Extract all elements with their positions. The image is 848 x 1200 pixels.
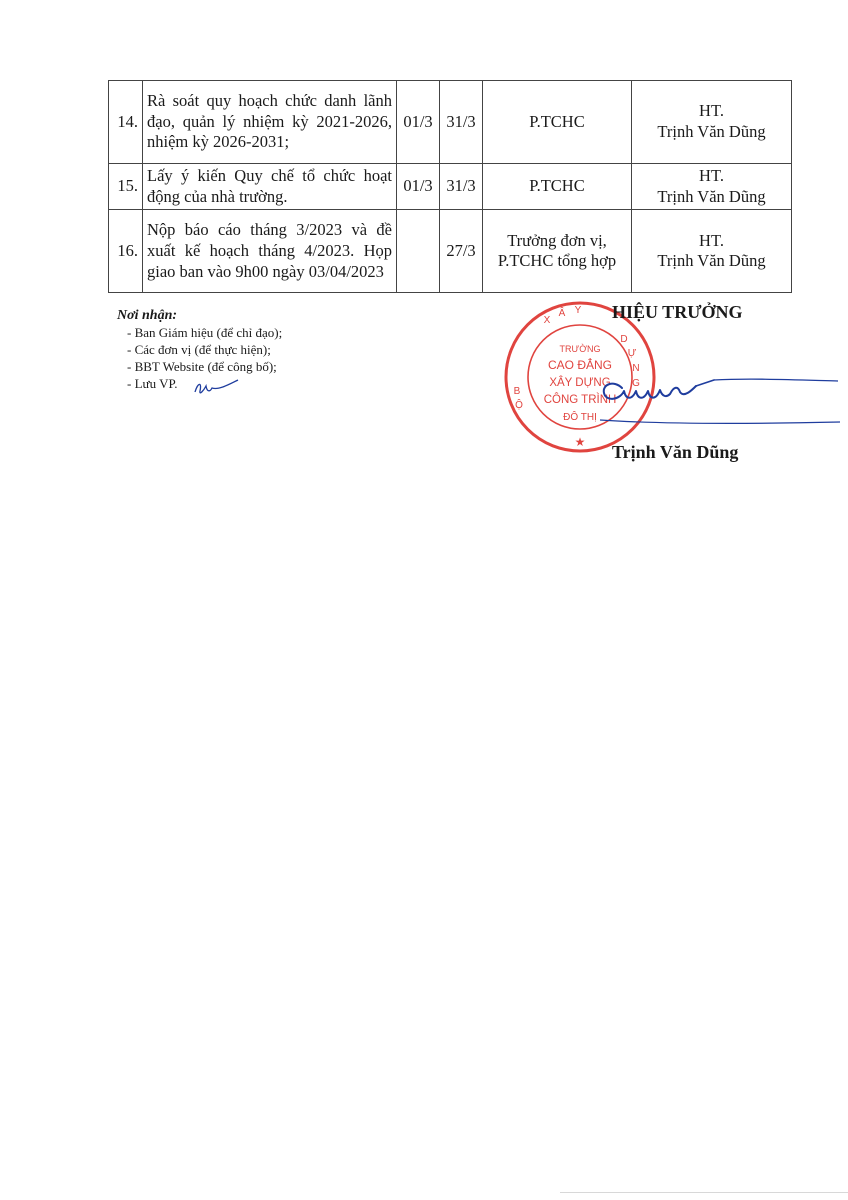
seal-ring-letter: D	[620, 334, 628, 345]
recipient-item: - Lưu VP.	[127, 376, 178, 391]
seal-ring-letter: Y	[574, 305, 582, 316]
person-in-charge	[632, 81, 792, 164]
task-description: Nộp báo cáo tháng 3/2023 và đề xuất kế hoạch tháng 4/2023. Họp giao ban vào 9h00 ngày 03/04/2023	[143, 210, 397, 293]
seal-text-line: CAO ĐẲNG	[547, 358, 613, 372]
responsible-unit: P.TCHC	[483, 81, 632, 164]
person-name: Trịnh Văn Dũng	[657, 122, 766, 141]
signer-title: HIỆU TRƯỞNG	[612, 302, 743, 322]
person-name: Trịnh Văn Dũng	[657, 251, 766, 271]
task-description: Rà soát quy hoạch chức danh lãnh đạo, quản lý nhiệm kỳ 2021-2026, nhiệm kỳ 2026-2031;	[143, 81, 397, 164]
recipient-item: - Ban Giám hiệu (để chỉ đạo);	[127, 325, 283, 340]
row-number: 15.	[109, 164, 143, 210]
person-title: HT.	[699, 166, 724, 185]
page-edge-rule	[560, 1192, 848, 1193]
row-number: 14.	[109, 81, 143, 164]
row-number: 16.	[109, 210, 143, 293]
handwritten-signature	[600, 358, 840, 438]
seal-ring-letter: B	[513, 386, 521, 397]
seal-text-line: XÂY DỰNG	[549, 377, 611, 389]
person-in-charge	[632, 210, 792, 293]
seal-ring-letter: N	[632, 363, 640, 374]
plan-table	[108, 80, 792, 293]
responsible-unit: P.TCHC	[483, 164, 632, 210]
task-description: Lấy ý kiến Quy chế tổ chức hoạt động của nhà trường.	[143, 164, 397, 210]
seal-ring-letter: Ự	[627, 348, 637, 359]
start-date: 01/3	[397, 81, 440, 164]
seal-text-line: CÔNG TRÌNH	[543, 394, 617, 406]
initial-mark	[192, 378, 240, 400]
signer-name: Trịnh Văn Dũng	[612, 442, 739, 462]
end-date: 31/3	[440, 81, 483, 164]
seal-ring-letter: X	[543, 315, 551, 326]
recipient-item: - Các đơn vị (để thực hiện);	[127, 342, 271, 357]
person-name: Trịnh Văn Dũng	[657, 186, 766, 206]
responsible-unit: Trưởng đơn vị, P.TCHC tổng hợp	[483, 210, 632, 293]
start-date: 01/3	[397, 164, 440, 210]
seal-ring-letter: Â	[558, 308, 566, 319]
seal-ring-letter: G	[632, 378, 640, 389]
person-in-charge	[632, 164, 792, 210]
seal-ring-letter: Ộ	[515, 400, 523, 411]
seal-text-line: TRƯỜNG	[559, 344, 601, 354]
person-title: HT.	[699, 230, 724, 250]
end-date: 27/3	[440, 210, 483, 293]
person-title: HT.	[699, 101, 724, 121]
table-row	[109, 210, 792, 293]
table-row	[109, 81, 792, 164]
recipient-item: - BBT Website (để công bố);	[127, 359, 277, 374]
seal-star: ★	[574, 435, 586, 449]
end-date: 31/3	[440, 164, 483, 210]
recipients-heading: Nơi nhận:	[117, 308, 178, 323]
seal-text-line: ĐÔ THỊ	[563, 412, 597, 423]
table-row	[109, 164, 792, 210]
start-date	[397, 210, 440, 293]
